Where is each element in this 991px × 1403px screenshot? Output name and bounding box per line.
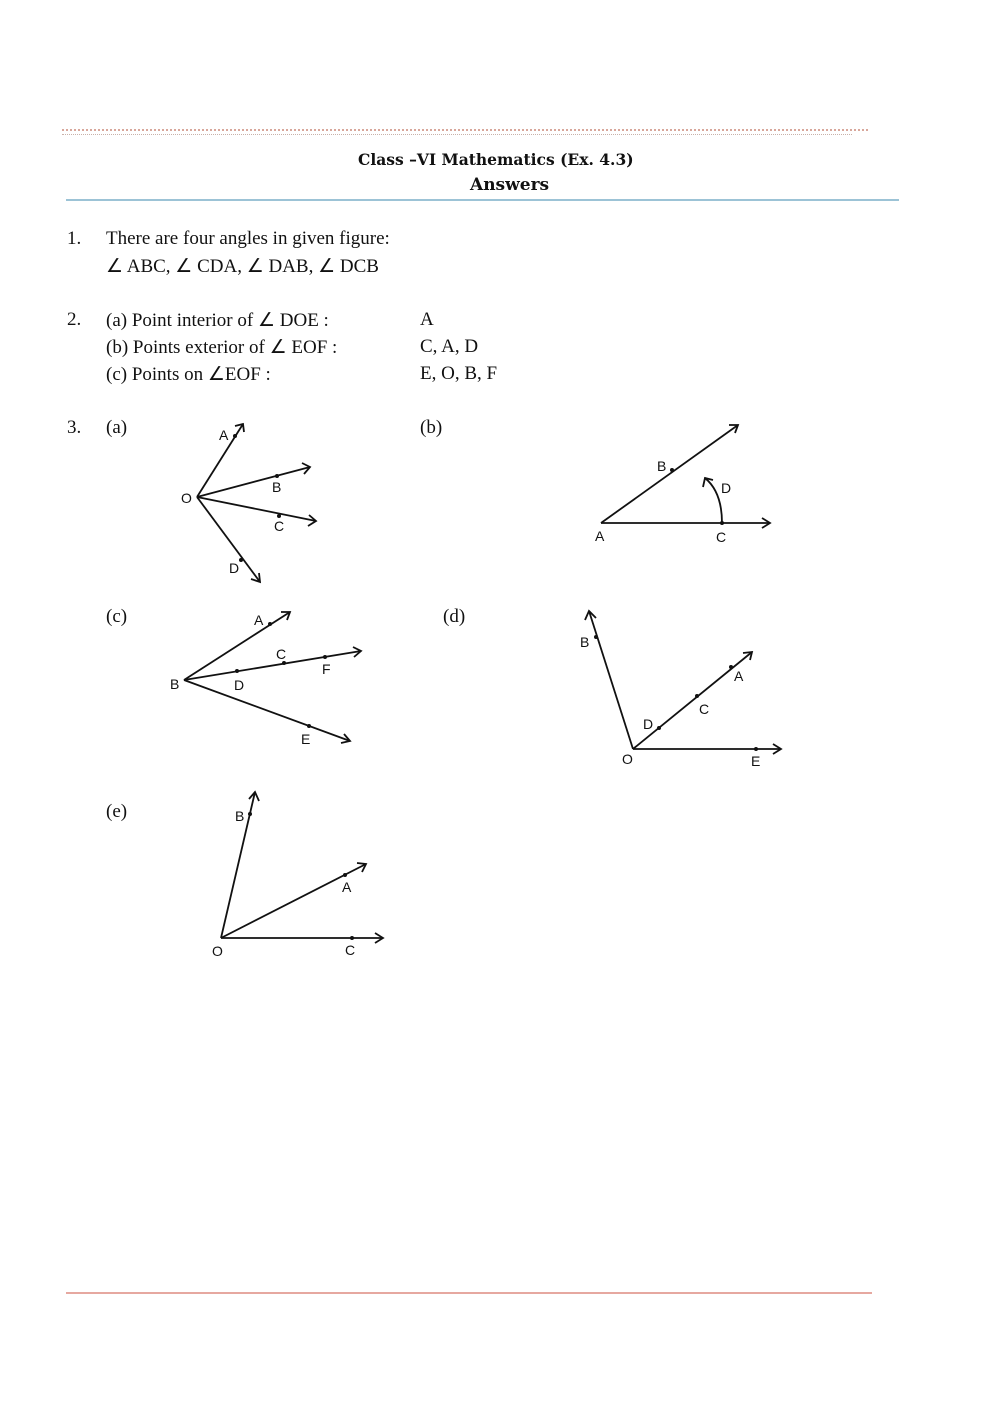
q1-line1: There are four angles in given figure: [106, 228, 390, 249]
figure-a-label-d: D [229, 560, 240, 576]
q2-a-answer: A [420, 309, 434, 330]
figure-e-rays [221, 792, 383, 943]
figure-c-label-f: F [322, 661, 331, 677]
q1-number: 1. [67, 228, 82, 249]
figure-d-label-e: E [751, 753, 761, 769]
q2-b-answer: C, A, D [420, 336, 479, 357]
q2-b-question: (b) Points exterior of ∠ EOF : [106, 337, 338, 358]
q3-a-label: (a) [106, 417, 128, 438]
figure-d-label-c: C [699, 701, 710, 717]
figure-e-label-c: C [345, 942, 356, 958]
figure-a-label-c: C [274, 518, 285, 534]
figure-d-label-b: B [580, 634, 590, 650]
figure-e-label-a: A [342, 879, 352, 895]
q3-d-label: (d) [443, 606, 466, 627]
figure-c-label-b: B [170, 676, 180, 692]
figure-e-label-o: O [212, 943, 223, 959]
figure-a-label-a: A [219, 427, 229, 443]
figure-c-label-d: D [234, 677, 245, 693]
q3-c-label: (c) [106, 606, 128, 627]
q2-number: 2. [67, 309, 82, 330]
q2-a-question: (a) Point interior of ∠ DOE : [106, 310, 329, 331]
page-subtitle: Answers [470, 175, 550, 195]
figure-c-label-c: C [276, 646, 287, 662]
figure-b-label-b: B [657, 458, 667, 474]
figure-d-label-o: O [622, 751, 633, 767]
figure-b-label-a: A [595, 528, 605, 544]
page-title: Class –VI Mathematics (Ex. 4.3) [358, 150, 634, 169]
figure-a-label-o: O [181, 490, 192, 506]
q1-line2: ∠ ABC, ∠ CDA, ∠ DAB, ∠ DCB [106, 256, 379, 277]
figure-e-point-b-dot [248, 812, 252, 816]
figure-b-label-d: D [721, 480, 732, 496]
figure-e-point-a-dot [343, 873, 347, 877]
q3-b-label: (b) [420, 417, 443, 438]
figure-e-point-c-dot [350, 936, 354, 940]
figure-d-label-d: D [643, 716, 654, 732]
q3-e-label: (e) [106, 801, 128, 822]
q2-c-question: (c) Points on ∠EOF : [106, 364, 271, 385]
q2-c-answer: E, O, B, F [420, 363, 498, 384]
figure-b-label-c: C [716, 529, 727, 545]
figure-d-label-a: A [734, 668, 744, 684]
figure-a-label-b: B [272, 479, 282, 495]
bottom-decorative-rule [66, 1292, 872, 1294]
figure-e-label-b: B [235, 808, 245, 824]
figure-c-label-e: E [301, 731, 311, 747]
figure-c-label-a: A [254, 612, 264, 628]
q3-number: 3. [67, 417, 82, 438]
